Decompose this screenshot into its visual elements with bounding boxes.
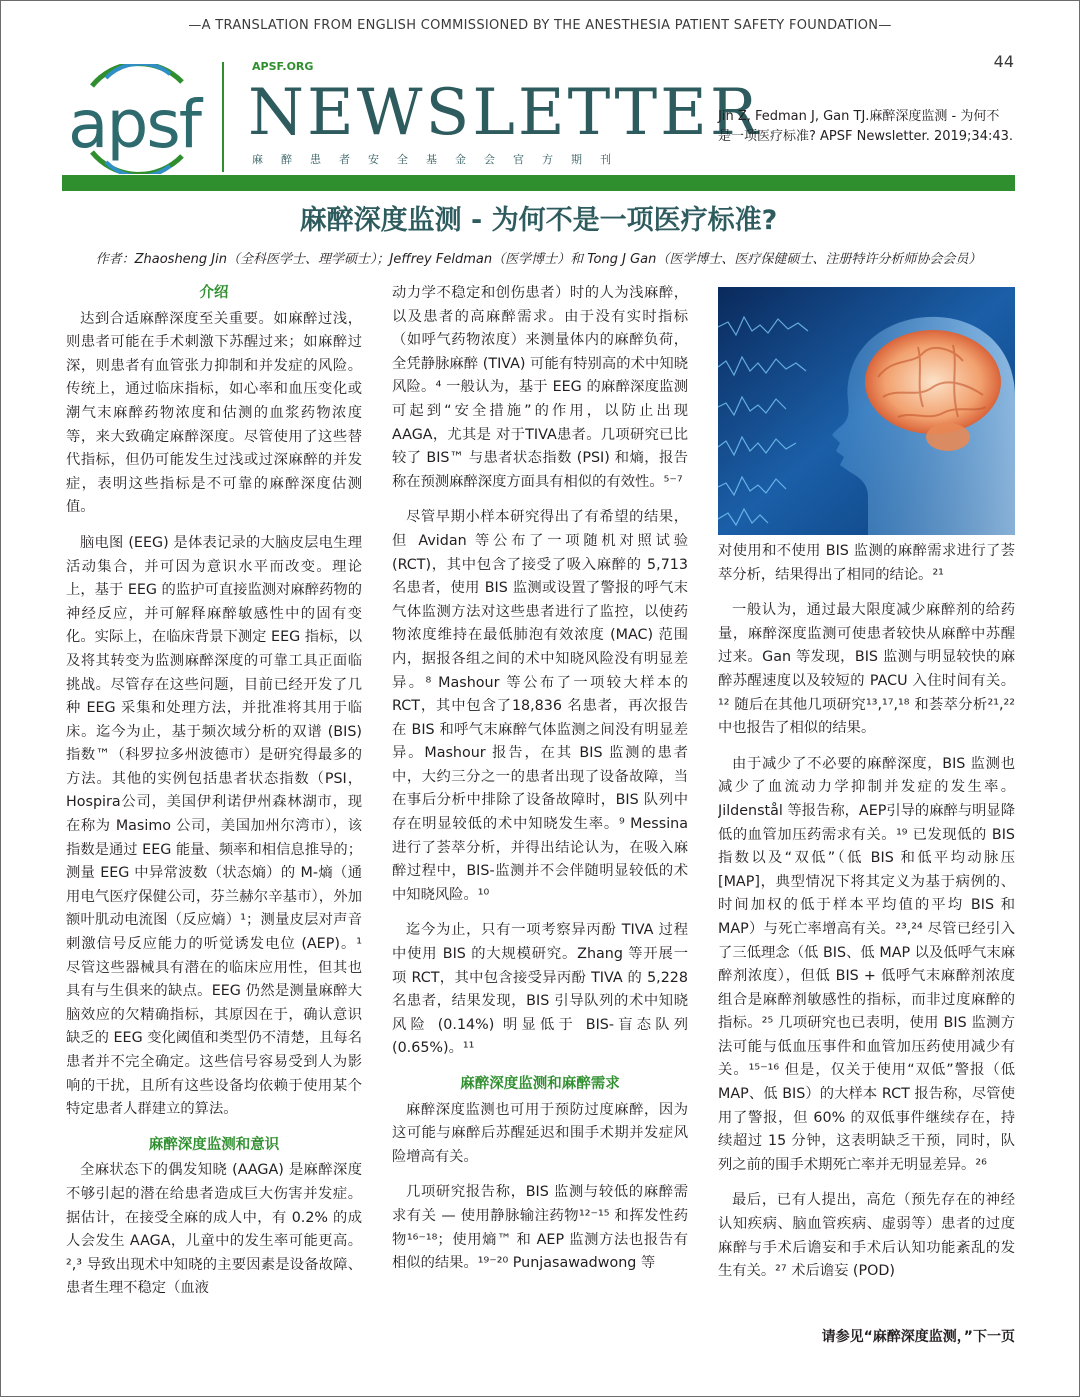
brain-head-profile-image — [718, 287, 1015, 535]
masthead-title: NEWSLETTER — [248, 76, 762, 150]
masthead-divider — [222, 62, 224, 172]
heading-requirement: 麻醉深度监测和麻醉需求 — [460, 1076, 620, 1092]
paragraph: 对使用和不使用 BIS 监测的麻醉需求进行了荟萃分析，结果得出了相同的结论。²¹ — [718, 543, 1015, 583]
column-1 — [66, 282, 362, 1382]
paragraph: 全麻状态下的偶发知晓 (AAGA) 是麻醉深度不够引起的潜在给患者造成巨大伤害并发症。据估计，在接受全麻的成人中，有 0.2% 的成人会发生 AAGA，儿童中的发生率可能更高。²,³ 导致出现术中知晓的主要因素是设备故障、患者生理不稳定（血液 — [66, 1162, 362, 1297]
byline: 作者：Zhaosheng Jin（全科医学士、理学硕士）；Jeffrey Feldman（医学博士）和 Tong J Gan（医学博士、医疗保健硕士、注册特许分析师协会会员） — [95, 252, 982, 267]
paragraph: 达到合适麻醉深度至关重要。如麻醉过浅，则患者可能在手术刺激下苏醒过来；如麻醉过深，则患者有血管张力抑制和并发症的风险。传统上，通过临床指标，如心率和血压变化或潮气末麻醉药物浓度和估测的血浆药物浓度等，来大致确定麻醉深度。尽管使用了这些替代指标，但仍可能发生过浅或过深麻醉的并发症，表明这些指标是不可靠的麻醉深度估测值。 — [66, 310, 362, 516]
paragraph: 动力学不稳定和创伤患者）时的人为浅麻醉，以及患者的高麻醉需求。由于没有实时指标（如呼气药物浓度）来测量体内的麻醉负荷，全凭静脉麻醉 (TIVA) 可能有特别高的术中知晓风险。⁴ 一般认为，基于 EEG 的麻醉深度监测可起到“安全措施”的作用，以防止出现 AAGA，尤其是 对于TIVA患者。几项研究已比较了 BIS™ 与患者状态指数 (PSI) 和熵，报告称在预测麻醉深度方面具有相似的有效性。⁵⁻⁷ — [392, 285, 688, 490]
header-green-bar — [62, 175, 1015, 191]
citation-line-2: 是一项医疗标准? APSF Newsletter. 2019;34:43. — [718, 129, 1014, 144]
citation — [718, 107, 1028, 147]
paragraph: 麻醉深度监测也可用于预防过度麻醉，因为这可能与麻醉后苏醒延迟和围手术期并发症风险增高有关。 — [392, 1101, 688, 1165]
column-3 — [718, 540, 1015, 1330]
citation-line-1: Jin Z, Fedman J, Gan TJ.麻醉深度监测 - 为何不 — [718, 109, 1000, 124]
paragraph: 由于减少了不必要的麻醉深度，BIS 监测也减少了血流动力学抑制并发症的发生率。Jildenstål 等报告称，AEP引导的麻醉与明显降低的血管加压药需求有关。¹⁹ 已发现低的 BIS 指数以及“双低”（低 BIS 和低平均动脉压 [MAP]，典型情况下将其定义为基于病例的、时间加权的低于样本平均值的平均 BIS 和 MAP）与死亡率增高有关。²³,²⁴ 尽管已经引入了三低理念（低 BIS、低 MAP 以及低呼气末麻醉剂浓度），但低 BIS + 低呼气末麻醉剂浓度组合是麻醉剂敏感性的指标，而非过度麻醉的指标。²⁵ 几项研究也已表明，使用 BIS 监测方法可能与低血压事件和血管加压药使用减少有关。¹⁵⁻¹⁶ 但是，仅关于使用“双低”警报（低 MAP、低 BIS）的大样本 RCT 报告称，尽管使用了警报，但 60% 的双低事件继续存在，持续超过 15 分钟，这表明缺乏干预，同时，队列之前的围手术期死亡率并无明显差异。²⁶ — [718, 755, 1015, 1173]
paragraph: 一般认为，通过最大限度减少麻醉剂的给药量，麻醉深度监测可使患者较快从麻醉中苏醒过来。Gan 等发现，BIS 监测与明显较快的麻醉苏醒速度以及较短的 PACU 入住时间有关。¹² 随后在其他几项研究¹³,¹⁷,¹⁸ 和荟萃分析²¹,²² 中也报告了相似的结果。 — [718, 602, 1015, 737]
translation-banner: —A TRANSLATION FROM ENGLISH COMMISSIONED BY THE ANESTHESIA PATIENT SAFETY FOUNDATION— — [188, 18, 892, 33]
paragraph: 最后，已有人提出，高危（预先存在的神经认知疾病、脑血管疾病、虚弱等）患者的过度麻醉与手术后谵妄和手术后认知功能紊乱的发生有关。²⁷ 术后谵妄 (POD) — [718, 1192, 1015, 1280]
masthead-subtitle: 麻醉患者安全基金会官方期刊 — [252, 153, 629, 166]
article-title: 麻醉深度监测 - 为何不是一项医疗标准? — [299, 205, 778, 236]
continued-on-next-page: 请参见“麻醉深度监测，”下一页 — [821, 1329, 1015, 1345]
site-url-link[interactable]: APSF.ORG — [252, 60, 314, 73]
paragraph: 脑电图 (EEG) 是体表记录的大脑皮层电生理活动集合，并可因为意识水平而改变。理论上，基于 EEG 的监护可直接监测对麻醉药物的神经反应，并可解释麻醉敏感性中的固有变化。实际上，在临床背景下测定 EEG 指标，以及将其转变为监测麻醉深度的可靠工具正面临挑战。尽管存在这些问题，目前已经开发了几种 EEG 采集和处理方法，并批准将其用于临床。迄今为止，基于频次域分析的双谱 (BIS) 指数™（科罗拉多州波德市）是研究得最多的方法。其他的实例包括患者状态指数（PSI，Hospira公司，美国伊利诺伊州森林湖市，现在称为 Masimo 公司，美国加州尔湾市），该指数是通过 EEG 能量、频率和相信息推导的；测量 EEG 中异常波数（状态熵）的 M-熵（通用电气医疗保健公司，芬兰赫尔辛基市），外加额叶肌动电流图（反应熵）¹；测量皮层对声音刺激信号反应能力的听觉诱发电位 (AEP)。¹ 尽管这些器械具有潜在的临床应用性，但其也具有与生俱来的缺点。EEG 仍然是测量麻醉大脑效应的欠精确指标，其原因在于，确认意识缺乏的 EEG 变化阈值和类型仍不清楚，且每名患者并不完全确定。这些信号容易受到人为影响的干扰，且所有这些设备均依赖于使用某个特定患者人群建立的算法。 — [66, 534, 362, 1118]
brain-illustration-icon — [718, 287, 1015, 535]
paragraph: 几项研究报告称，BIS 监测与较低的麻醉需求有关 — 使用静脉输注药物¹²⁻¹⁵ 和挥发性药物¹⁶⁻¹⁸；使用熵™ 和 AEP 监测方法也报告有相似的结果。¹⁹⁻²⁰ Punjasawadwong 等 — [392, 1184, 688, 1272]
column-2 — [392, 282, 688, 1352]
apsf-logo — [62, 64, 212, 174]
heading-introduction: 介绍 — [199, 285, 229, 301]
page-number: 44 — [993, 52, 1014, 71]
logo-wordmark: apsf — [68, 86, 200, 163]
paragraph: 尽管早期小样本研究得出了有希望的结果，但 Avidan 等公布了一项随机对照试验 (RCT)，其中包含了接受了吸入麻醉的 5,713 名患者，使用 BIS 监测或设置了警报的呼气末气体监测方法对这些患者进行了监控，以使药物浓度维持在最低肺泡有效浓度 (MAC) 范围内，据报各组之间的术中知晓风险没有明显差异。⁸ Mashour 等公布了一项较大样本的 RCT，其中包含了18,836 名患者，再次报告在 BIS 和呼气末麻醉气体监测之间没有明显差异。Mashour 报告，在其 BIS 监测的患者中，大约三分之一的患者出现了设备故障，当在事后分析中排除了设备故障时，BIS 队列中存在明显较低的术中知晓发生率。⁹ Messina 进行了荟萃分析，并得出结论认为，在吸入麻醉过程中，BIS-监测并不会伴随明显较低的术中知晓风险。¹⁰ — [392, 509, 688, 903]
paragraph: 迄今为止，只有一项考察异丙酚 TIVA 过程中使用 BIS 的大规模研究。Zhang 等开展一项 RCT，其中包含接受异丙酚 TIVA 的 5,228 名患者，结果发现，BIS 引导队列的术中知晓风险 (0.14%) 明显低于 BIS-盲态队列 (0.65%)。¹¹ — [392, 922, 688, 1057]
heading-awareness: 麻醉深度监测和意识 — [148, 1136, 280, 1153]
